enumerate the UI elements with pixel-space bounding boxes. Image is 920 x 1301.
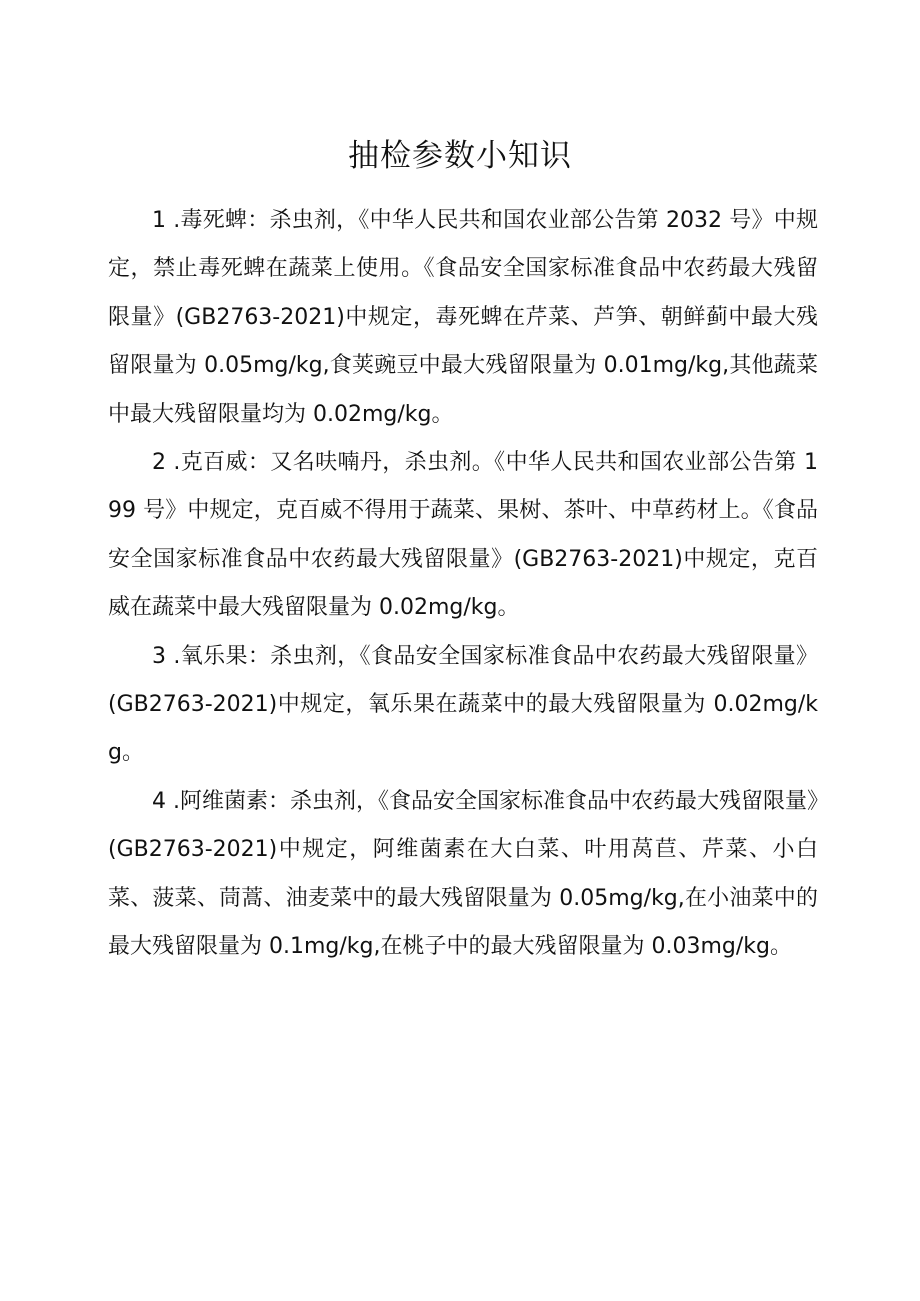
- document-title: 抽检参数小知识: [348, 138, 572, 174]
- paragraph-omethoate: 3 .氧乐果：杀虫剂，《食品安全国家标准食品中农药最大残留限量》(GB2763-2021)中规定，氧乐果在蔬菜中的最大残留限量为 0.02mg/kg。: [108, 643, 818, 766]
- paragraph-carbofuran: 2 .克百威：又名呋喃丹，杀虫剂。《中华人民共和国农业部公告第 199 号》中规定，克百威不得用于蔬菜、果树、茶叶、中草药材上。《食品安全国家标准食品中农药最大残留限量》(GB2763-2021)中规定，克百威在蔬菜中最大残留限量为 0.02mg/kg。: [108, 450, 818, 621]
- paragraph-abamectin: 4 .阿维菌素：杀虫剂，《食品安全国家标准食品中农药最大残留限量》(GB2763-2021)中规定，阿维菌素在大白菜、叶用莴苣、芹菜、小白菜、菠菜、茼蒿、油麦菜中的最大残留限量为 0.05mg/kg,在小油菜中的最大残留限量为 0.1mg/kg,在桃子中的最大残留限量为 0.03mg/kg。: [108, 788, 818, 960]
- paragraph-chlorpyrifos: 1 .毒死蜱：杀虫剂，《中华人民共和国农业部公告第 2032 号》中规定，禁止毒死蜱在蔬菜上使用。《食品安全国家标准食品中农药最大残留限量》(GB2763-2021)中规定，毒死蜱在芹菜、芦笋、朝鲜蓟中最大残留限量为 0.05mg/kg,食荚豌豆中最大残留限量为 0.01mg/kg,其他蔬菜中最大残留限量均为 0.02mg/kg。: [108, 208, 818, 427]
- document-body: [108, 197, 818, 972]
